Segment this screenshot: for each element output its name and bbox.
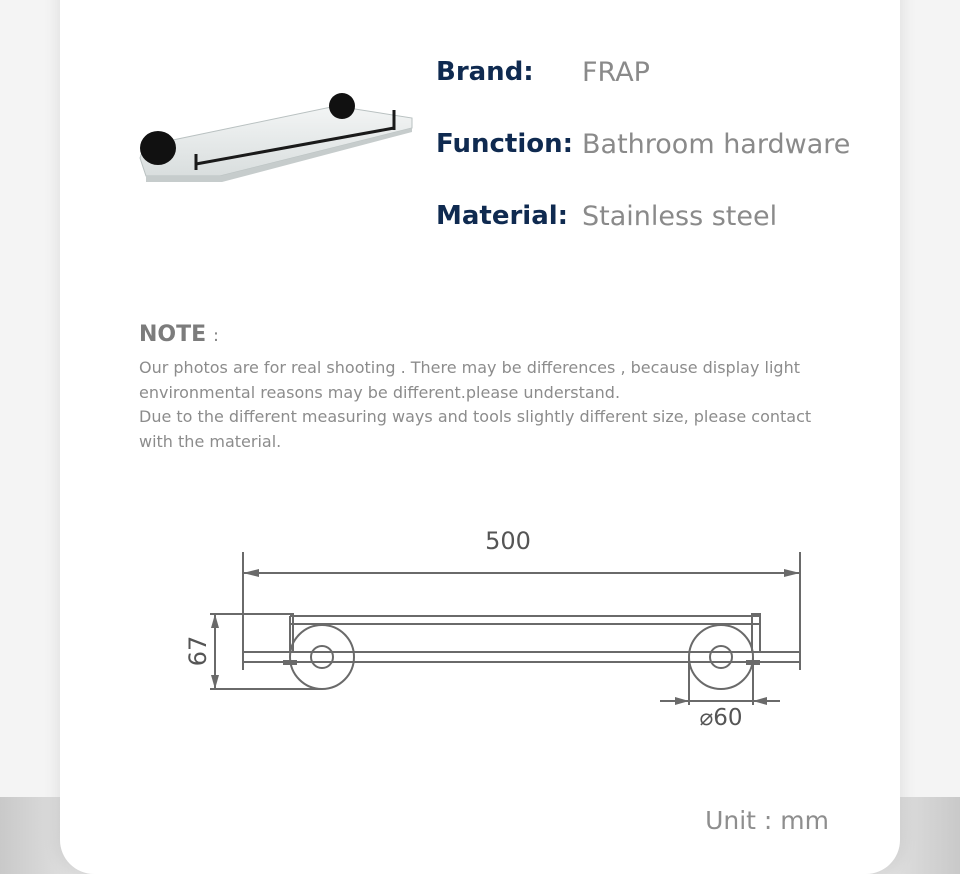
note-heading xyxy=(139,322,219,347)
note-colon: : xyxy=(213,326,219,346)
material-label: Material: xyxy=(436,201,569,231)
unit-label: Unit : mm xyxy=(705,806,829,835)
function-label: Function: xyxy=(436,129,574,159)
height-dimension-label: 67 xyxy=(184,635,212,667)
brand-label: Brand: xyxy=(436,57,534,87)
note-title: NOTE xyxy=(139,322,207,347)
note-paragraph-1: Our photos are for real shooting . There may be differences , because display light environmental reasons may be different.please understand. xyxy=(139,358,800,402)
function-value: Bathroom hardware xyxy=(582,128,851,160)
width-dimension-label: 500 xyxy=(485,527,531,555)
spec-row-material xyxy=(436,196,777,236)
material-value: Stainless steel xyxy=(582,200,778,232)
note-text xyxy=(139,356,839,454)
product-image-glass-shelf xyxy=(136,88,416,198)
note-paragraph-2: Due to the different measuring ways and tools slightly different size, please contact with the material. xyxy=(139,407,812,451)
brand-value: FRAP xyxy=(582,56,650,88)
diameter-dimension-label: ⌀60 xyxy=(699,705,743,731)
dimension-drawing xyxy=(160,520,840,750)
spec-row-function xyxy=(436,124,850,164)
spec-row-brand xyxy=(436,52,650,92)
